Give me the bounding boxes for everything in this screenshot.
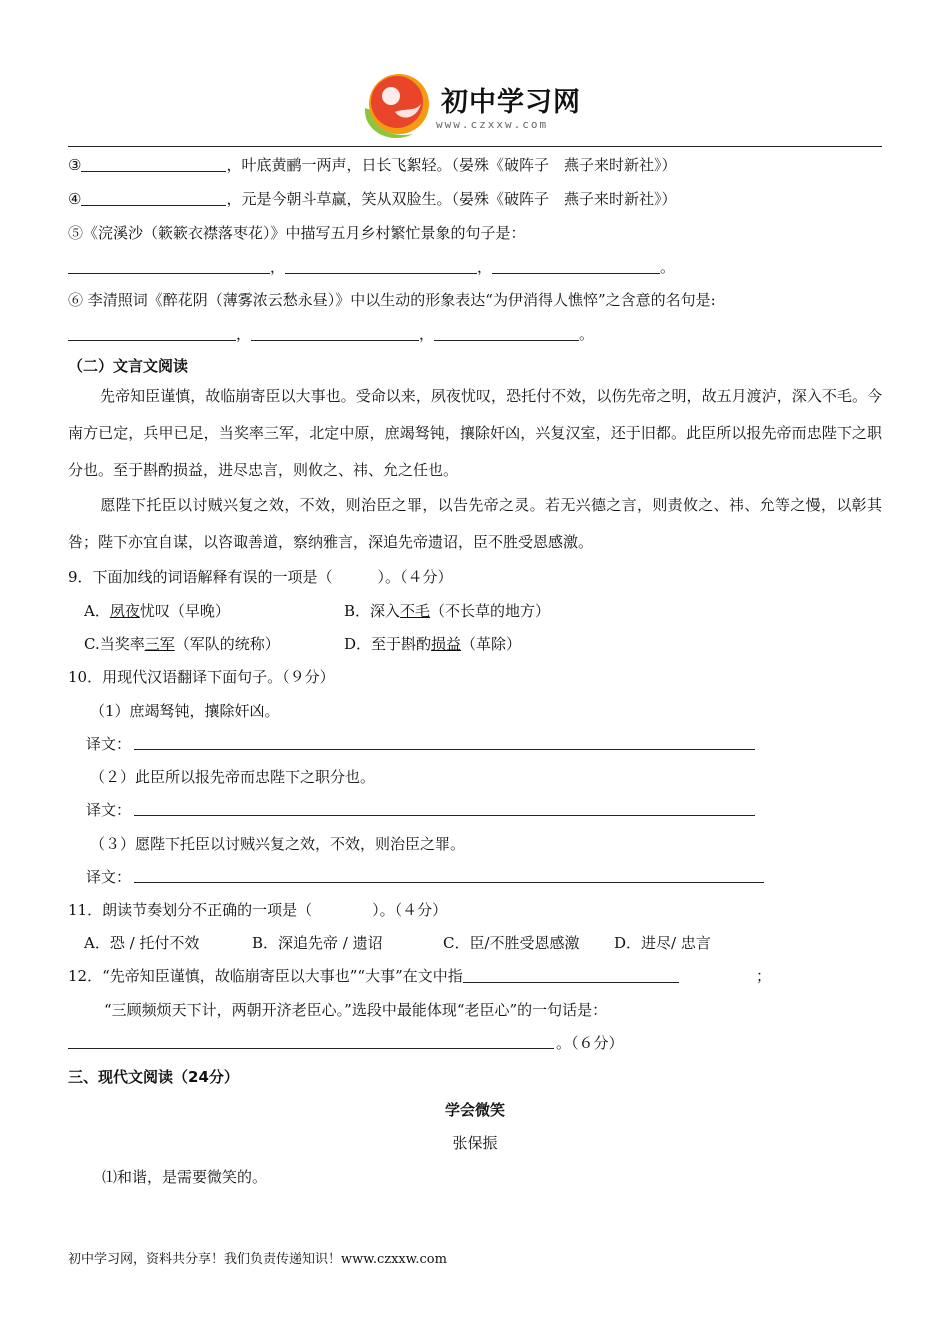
answer-blank[interactable]: [81, 191, 226, 206]
answer-blank[interactable]: [68, 259, 270, 274]
poetry-item-5-answers: [68, 256, 675, 277]
site-logo-icon: [355, 68, 437, 148]
section-heading: 三、现代文阅读（24分）: [68, 1068, 239, 1086]
classical-passage-1: [68, 378, 882, 489]
q10-sentence-1: （1）庶竭驽钝，攘除奸凶。: [90, 702, 280, 720]
q9-option-b[interactable]: [344, 600, 550, 621]
question-12-stem: [68, 965, 679, 986]
item-number: ④: [68, 190, 82, 208]
answer-blank[interactable]: [81, 157, 226, 172]
separator: ，: [270, 258, 286, 276]
q11-option-a[interactable]: A．恐 / 托付不效: [84, 934, 200, 952]
separator: ，: [419, 325, 435, 343]
article-paragraph-1: ⑴和谐，是需要微笑的。: [102, 1168, 268, 1186]
classical-passage-2: [68, 487, 882, 561]
answer-blank[interactable]: [285, 259, 477, 274]
q11-option-d[interactable]: D．进尽/ 忠言: [614, 934, 711, 952]
q9-option-c[interactable]: [84, 633, 280, 654]
translation-label: 译文：: [86, 801, 132, 819]
question-9-stem: 9．下面加线的词语解释有误的一项是（ ）。（４分）: [68, 568, 453, 586]
translation-line[interactable]: [134, 882, 764, 883]
article-author: 张保振: [452, 1134, 498, 1152]
option-label: B．深入: [344, 602, 401, 620]
separator: ，: [236, 325, 252, 343]
q12-stem-end: ；: [756, 967, 772, 985]
header-divider: [68, 146, 882, 147]
option-text: （革除）: [461, 635, 522, 653]
underlined-word: 三军: [144, 635, 175, 653]
separator: ，: [477, 258, 493, 276]
question-10-stem: 10．用现代汉语翻译下面句子。（９分）: [68, 668, 335, 686]
translation-line[interactable]: [134, 815, 755, 816]
q11-option-b[interactable]: B．深追先帝 / 遗诏: [252, 934, 383, 952]
q10-sentence-2: （２）此臣所以报先帝而忠陛下之职分也。: [90, 768, 376, 786]
poetry-item-5: ⑤《浣溪沙（簌簌衣襟落枣花）》中描写五月乡村繁忙景象的句子是：: [68, 224, 526, 242]
answer-blank[interactable]: [251, 326, 419, 341]
passage-text: 先帝知臣谨慎，故临崩寄臣以大事也。受命以来，夙夜忧叹，恐托付不效，以伤先帝之明，故五月渡泸，深入不毛。今南方已定，兵甲已足，当奖率三军，北定中原，庶竭驽钝，攘除奸凶，兴复汉室，还于旧都。此臣所以报先帝而忠陛下之职分也。至于斟酌损益，进尽忠言，则攸之、祎、允之任也。: [68, 387, 882, 479]
q12-line-2: “三顾频烦天下计，两朝开济老臣心。”选段中最能体现“老臣心”的一句话是：: [104, 1001, 608, 1019]
option-text: （军队的统称）: [174, 635, 280, 653]
page-footer: 初中学习网，资料共分享！我们负责传递知识！www.czxxw.com: [68, 1252, 447, 1267]
option-label: C.当奖率: [84, 635, 145, 653]
translation-line[interactable]: [134, 749, 755, 750]
poetry-line: ，叶底黄鹂一两声，日长飞絮轻。（晏殊《破阵子 燕子来时新社》）: [226, 156, 677, 174]
translation-label: 译文：: [86, 868, 132, 886]
underlined-word: 损益: [431, 635, 462, 653]
q9-option-a[interactable]: [84, 600, 230, 621]
site-url: www.czxxw.com: [436, 118, 549, 131]
answer-line[interactable]: [68, 1048, 554, 1049]
item-number: ③: [68, 156, 82, 174]
separator: 。: [660, 258, 676, 276]
option-text: 忧叹（早晚）: [139, 602, 230, 620]
option-label: D．至于斟酌: [344, 635, 432, 653]
article-title: 学会微笑: [444, 1101, 505, 1119]
answer-blank[interactable]: [463, 968, 679, 983]
translation-label: 译文：: [86, 735, 132, 753]
option-text: （不长草的地方）: [430, 602, 551, 620]
question-text: 12．“先帝知臣谨慎，故临崩寄臣以大事也”“大事”在文中指: [68, 967, 463, 985]
separator: 。: [579, 325, 595, 343]
underlined-word: 不毛: [400, 602, 431, 620]
answer-blank[interactable]: [492, 259, 660, 274]
site-name: 初中学习网: [441, 87, 581, 118]
q11-option-c[interactable]: C．臣/不胜受恩感激: [443, 934, 580, 952]
section-heading: （二）文言文阅读: [68, 357, 189, 375]
q9-option-d[interactable]: [344, 633, 521, 654]
q12-score: 。（６分）: [556, 1034, 624, 1052]
question-11-stem: 11．朗读节奏划分不正确的一项是（ ）。（４分）: [68, 901, 448, 919]
poetry-item-6: ⑥ 李清照词《醉花阴（薄雾浓云愁永昼）》中以生动的形象表达“为伊消得人憔悴”之含意的名句是:: [68, 291, 716, 309]
underlined-word: 夙夜: [109, 602, 140, 620]
poetry-item-3: [68, 154, 676, 175]
poetry-item-4: [68, 188, 676, 209]
answer-blank[interactable]: [68, 326, 236, 341]
poetry-item-6-answers: [68, 323, 594, 344]
answer-blank[interactable]: [434, 326, 579, 341]
poetry-line: ，元是今朝斗草赢，笑从双脸生。（晏殊《破阵子 燕子来时新社》）: [226, 190, 677, 208]
passage-text: 愿陛下托臣以讨贼兴复之效，不效，则治臣之罪，以告先帝之灵。若无兴德之言，则责攸之、祎、允等之慢，以彰其咎；陛下亦宜自谋，以咨诹善道，察纳雅言，深追先帝遗诏，臣不胜受恩感激。: [68, 496, 882, 551]
option-label: A．: [84, 602, 110, 620]
q10-sentence-3: （３）愿陛下托臣以讨贼兴复之效，不效，则治臣之罪。: [90, 835, 466, 853]
